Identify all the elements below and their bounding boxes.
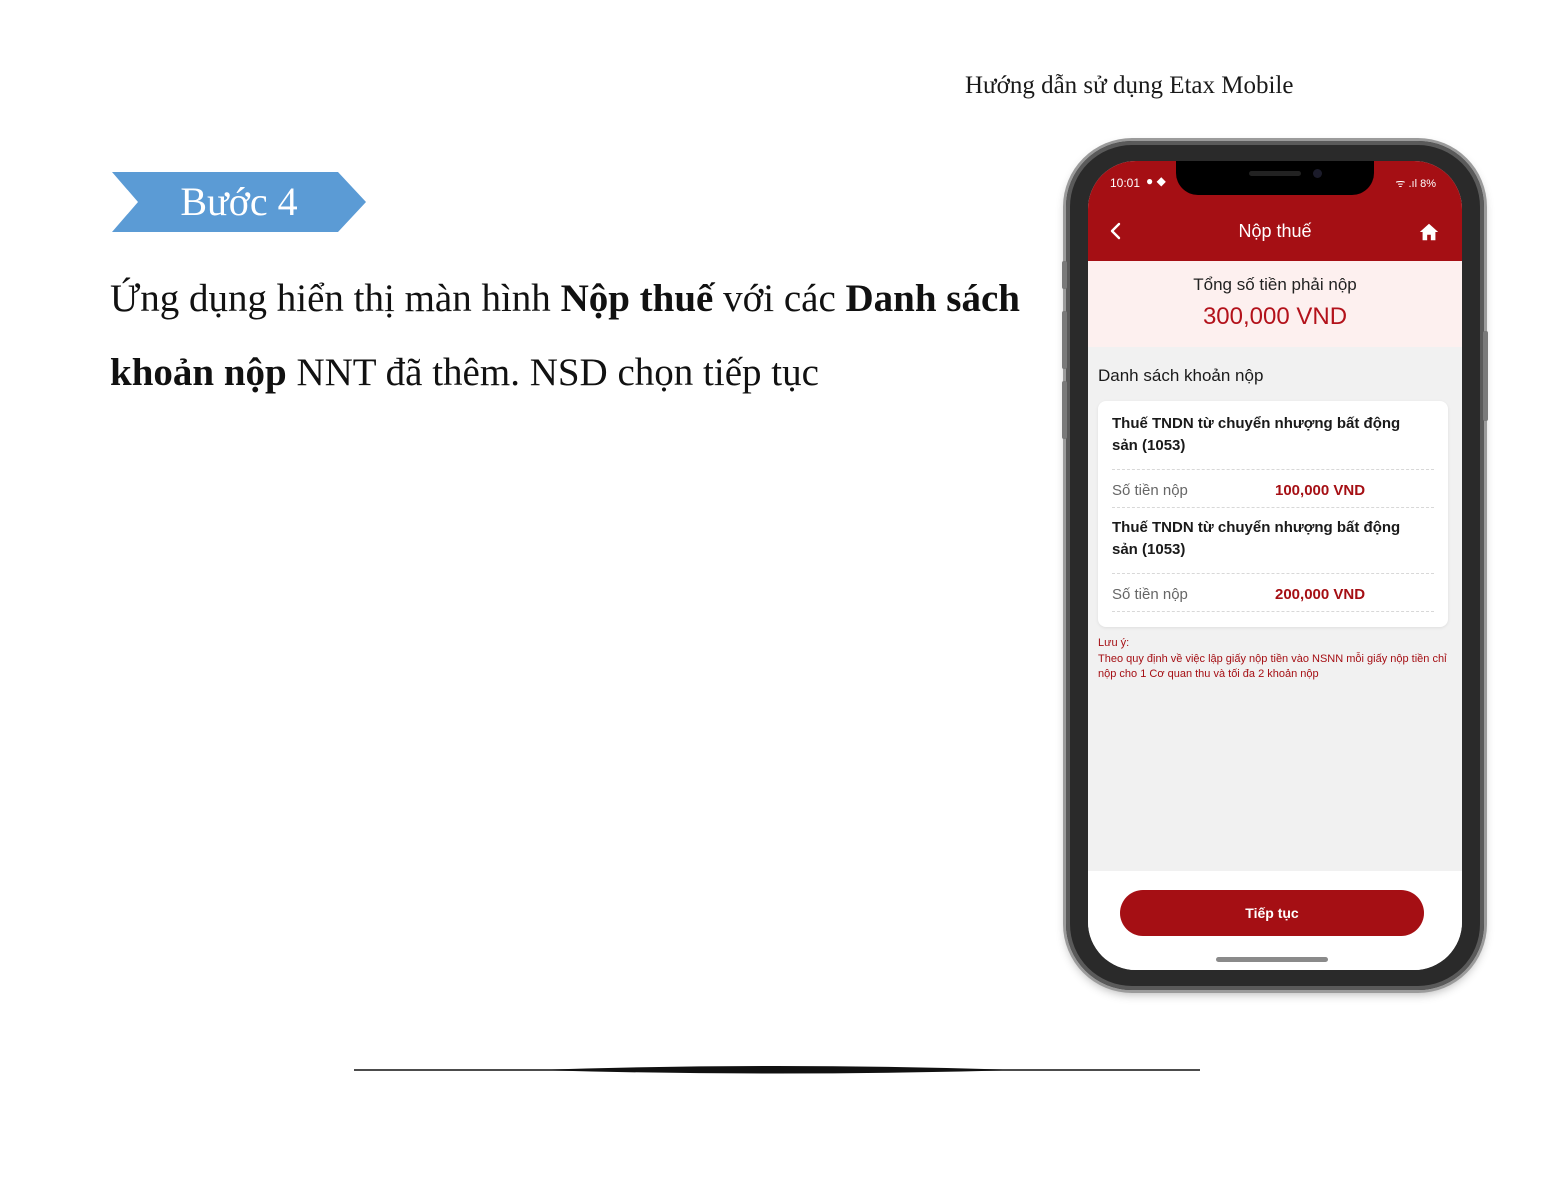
- desc-text-2: với các: [713, 277, 846, 320]
- mute-switch: [1062, 261, 1067, 289]
- volume-up-button: [1062, 311, 1067, 369]
- app-bar-title: Nộp thuế: [1238, 221, 1312, 241]
- payment-amount-label: Số tiền nộp: [1112, 482, 1188, 499]
- total-amount-panel: [1088, 261, 1462, 347]
- power-button: [1483, 331, 1488, 421]
- speaker-grille: [1249, 171, 1301, 176]
- payment-item-name[interactable]: Thuế TNDN từ chuyển nhượng bất động sản (1053): [1112, 415, 1401, 454]
- desc-bold-list-name: Danh sách khoản nộp: [110, 277, 1020, 394]
- item-divider: [1112, 469, 1434, 470]
- payment-amount-value: 100,000 VND: [1275, 482, 1366, 499]
- phone-mockup: [1066, 141, 1484, 990]
- item-divider: [1112, 573, 1434, 574]
- status-time: 10:01: [1110, 176, 1141, 190]
- notification-icons: ● ◆: [1146, 174, 1166, 188]
- desc-text-3: NNT đã thêm. NSD chọn tiếp tục: [286, 351, 819, 394]
- step-description: [110, 262, 1040, 410]
- phone-screen: [1088, 161, 1462, 970]
- item-divider: [1112, 611, 1434, 612]
- volume-down-button: [1062, 381, 1067, 439]
- payment-item-name[interactable]: Thuế TNDN từ chuyển nhượng bất động sản (1053): [1112, 519, 1401, 558]
- page-divider: [354, 1062, 1200, 1078]
- payment-list-card: [1098, 401, 1448, 627]
- step-badge: [112, 172, 366, 232]
- home-indicator: [1216, 957, 1328, 962]
- document-header: Hướng dẫn sử dụng Etax Mobile: [965, 72, 1294, 99]
- item-divider: [1112, 507, 1434, 508]
- payment-list-title: Danh sách khoản nộp: [1098, 366, 1264, 385]
- signal-battery-indicator: ᯤ .ıl 8%: [1395, 178, 1436, 190]
- note-title: Lưu ý:: [1098, 637, 1130, 649]
- desc-bold-screen-name: Nộp thuế: [560, 277, 714, 320]
- step-label: Bước 4: [180, 179, 298, 224]
- phone-notch: [1176, 161, 1374, 195]
- continue-button[interactable]: Tiếp tục: [1120, 890, 1424, 936]
- payment-amount-label: Số tiền nộp: [1112, 586, 1188, 603]
- total-amount-label: Tổng số tiền phải nộp: [1193, 275, 1357, 294]
- total-amount-value: 300,000 VND: [1202, 303, 1348, 330]
- payment-amount-value: 200,000 VND: [1275, 586, 1366, 603]
- home-icon[interactable]: [1418, 221, 1440, 243]
- app-bar: [1088, 205, 1462, 261]
- note-text: Theo quy định về việc lập giấy nộp tiền vào NSNN mỗi giấy nộp tiền chỉ nộp cho 1 Cơ quan thu và tối đa 2 khoản nộp: [1098, 653, 1447, 680]
- front-camera: [1313, 169, 1322, 178]
- desc-text-1: Ứng dụng hiển thị màn hình: [110, 277, 561, 320]
